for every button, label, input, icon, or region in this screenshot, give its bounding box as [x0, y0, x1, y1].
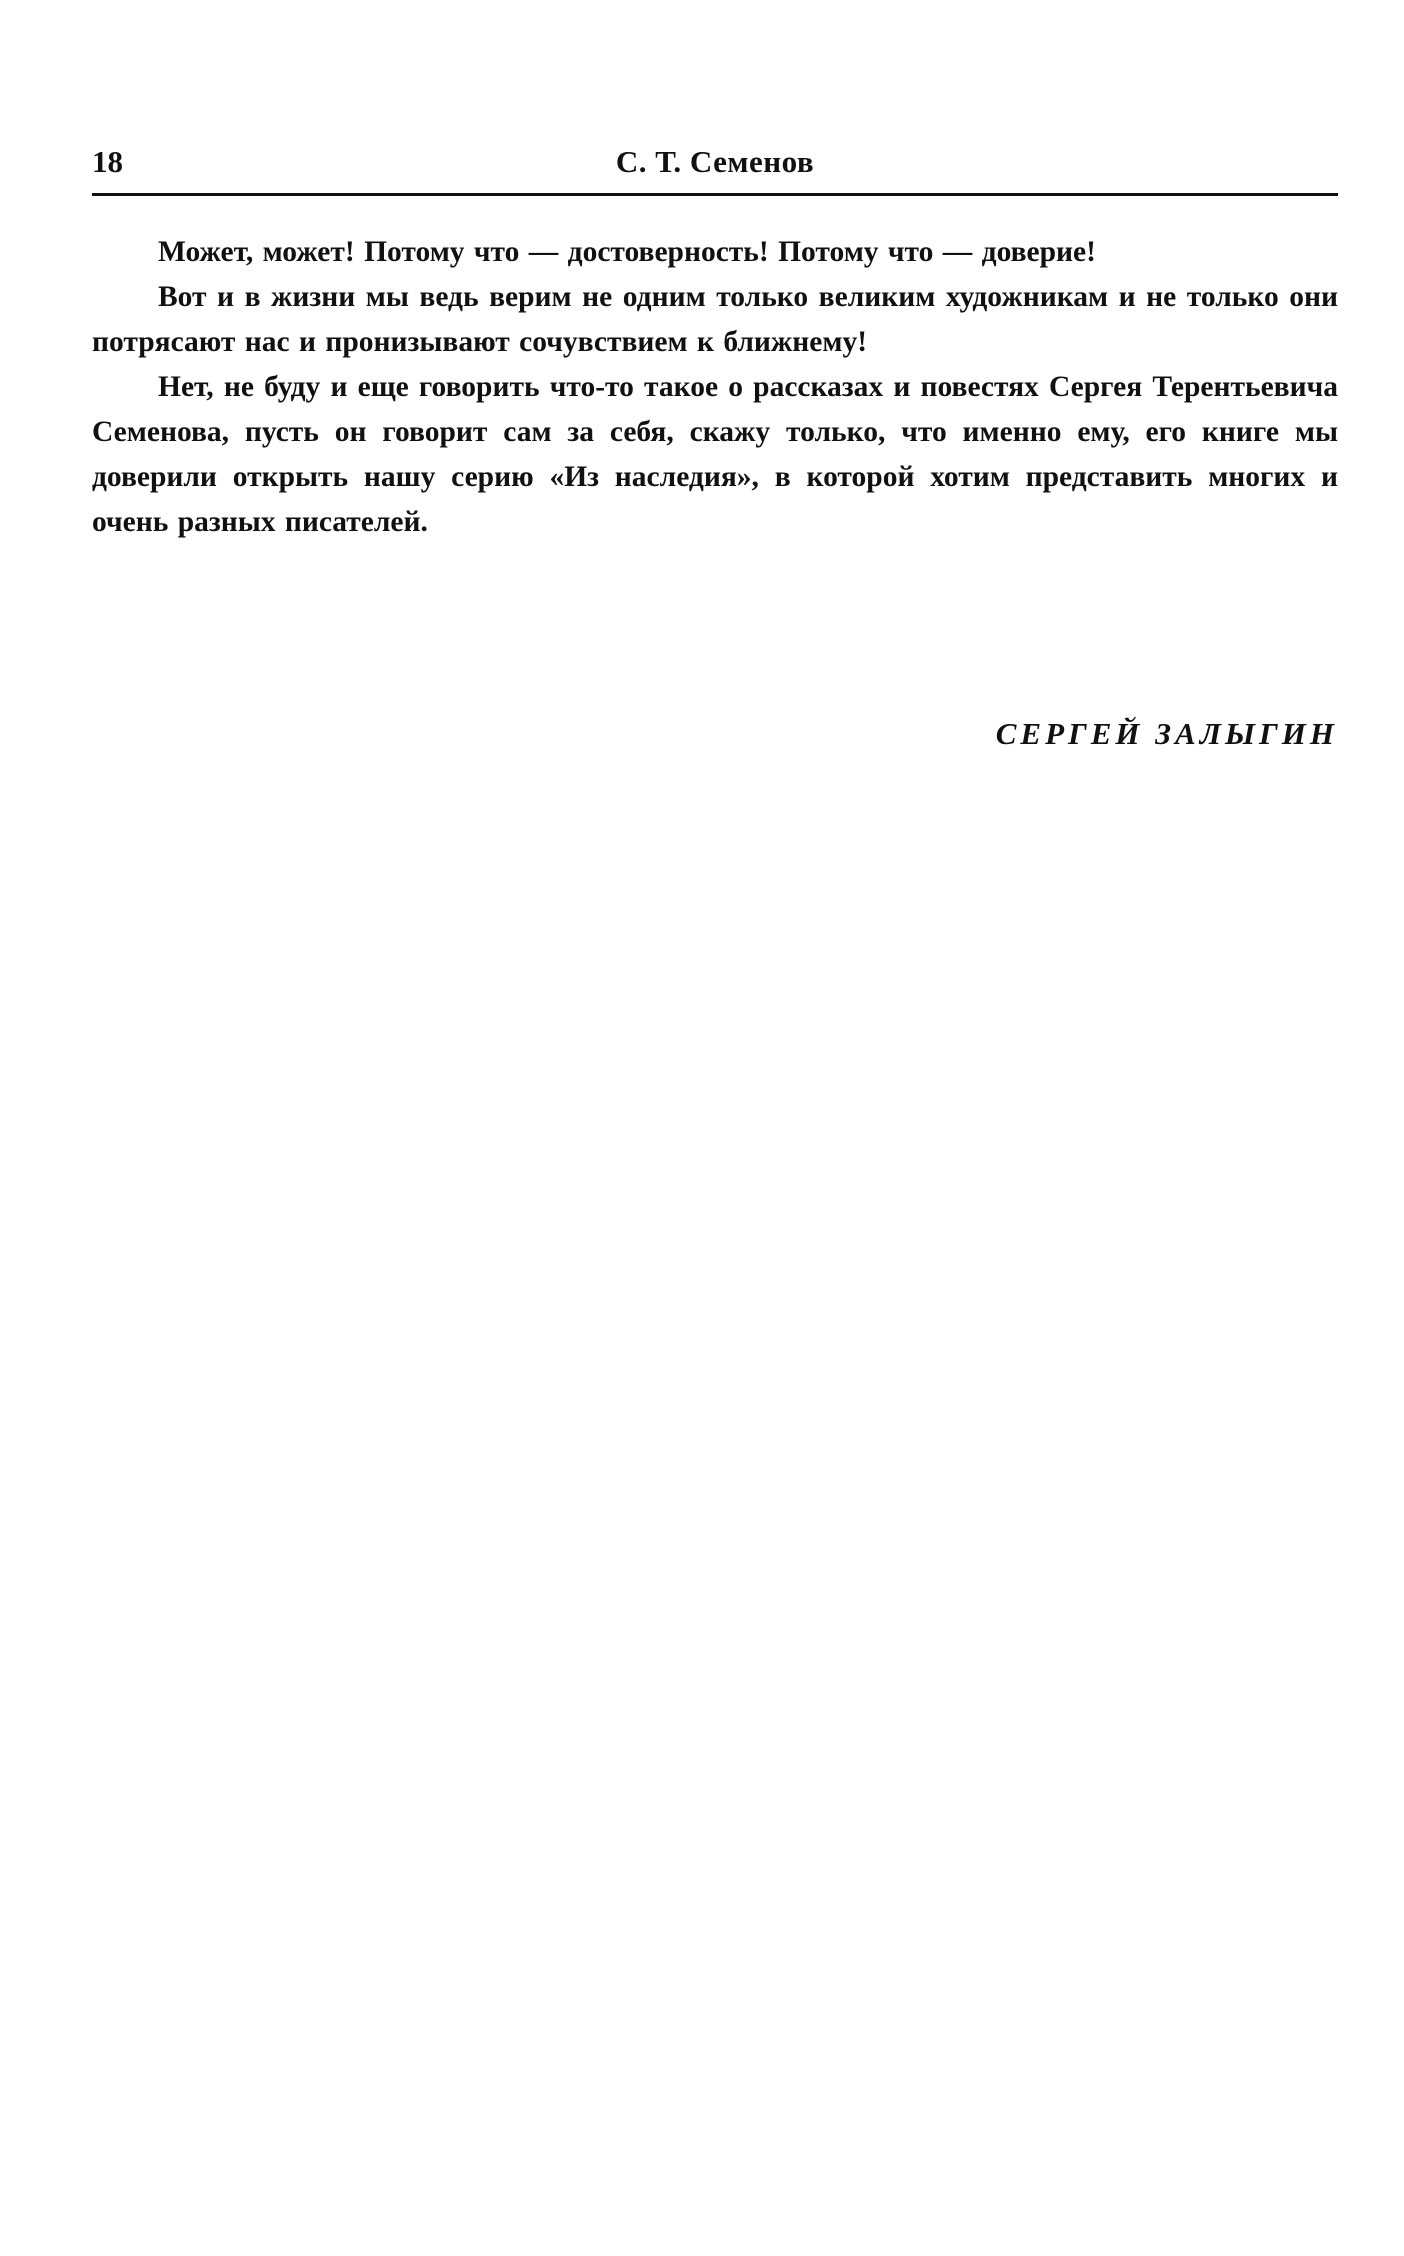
page-number: 18 — [92, 144, 123, 179]
paragraph-3: Нет, не буду и еще говорить что-то такое о рассказах и повестях Сергея Терентьевича Семенова, пусть он говорит сам за себя, скажу только, что именно ему, его книге мы доверили открыть нашу серию «Из наследия», в которой хотим представить многих и очень разных писателей. — [92, 371, 1338, 538]
body-text — [92, 230, 1338, 545]
header-divider — [92, 193, 1338, 196]
paragraph-2: Вот и в жизни мы ведь верим не одним только великим художникам и не только они потрясают нас и пронизывают сочувствием к ближнему! — [92, 281, 1338, 358]
page-header — [92, 142, 1338, 192]
author-signature: СЕРГЕЙ ЗАЛЫГИН — [995, 716, 1338, 751]
running-title: С. Т. Семенов — [615, 144, 815, 179]
paragraph-1: Может, может! Потому что — достоверность! Потому что — доверие! — [158, 236, 1096, 268]
